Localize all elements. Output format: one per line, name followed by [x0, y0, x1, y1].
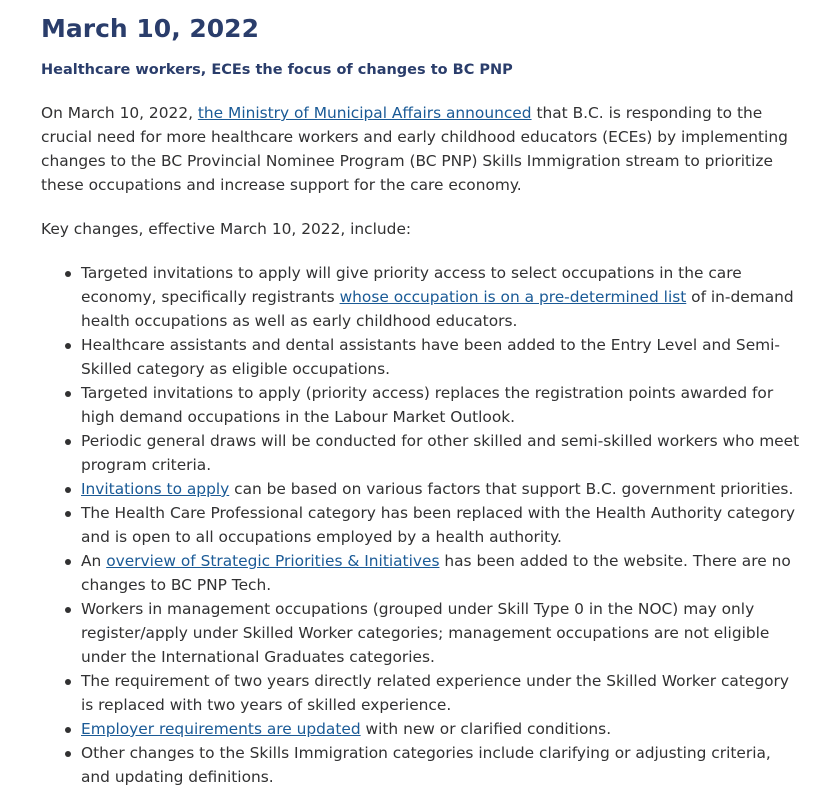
change-text: Healthcare assistants and dental assistants have been added to the Entry Level and Semi-Skilled category as eligible occupations. [81, 336, 780, 378]
change-text: Workers in management occupations (grouped under Skill Type 0 in the NOC) may only register/apply under Skilled Worker categories; management occupations are not eligible under the International Graduates categories. [81, 600, 770, 666]
change-link[interactable]: Employer requirements are updated [81, 720, 361, 738]
change-text-after: of in-demand health occupations as well as early childhood educators. [81, 288, 794, 330]
change-link[interactable]: whose occupation is on a pre-determined list [339, 288, 687, 306]
change-text: Other changes to the Skills Immigration categories include clarifying or adjusting criteria, and updating definitions. [81, 744, 771, 786]
change-list-item [81, 501, 801, 549]
change-list-item [81, 261, 801, 333]
ministry-announcement-link[interactable]: the Ministry of Municipal Affairs announced [197, 104, 532, 122]
change-list-item [81, 429, 801, 477]
change-link[interactable]: Invitations to apply [81, 480, 230, 498]
bullet-icon [65, 271, 71, 277]
bullet-icon [65, 751, 71, 757]
change-text: An [81, 552, 107, 570]
change-text: The requirement of two years directly related experience under the Skilled Worker category is replaced with two years of skilled experience. [81, 672, 789, 714]
change-list-item [81, 477, 801, 501]
bullet-icon [65, 679, 71, 685]
intro-text-before: On March 10, 2022, [41, 104, 198, 122]
change-list-item [81, 549, 801, 597]
page-title-date: March 10, 2022 [41, 14, 259, 43]
change-list-item [81, 597, 801, 669]
change-text-after: can be based on various factors that support B.C. government priorities. [229, 480, 794, 498]
bullet-icon [65, 487, 71, 493]
bullet-icon [65, 559, 71, 565]
change-text: Periodic general draws will be conducted for other skilled and semi-skilled workers who meet program criteria. [81, 432, 800, 474]
bullet-icon [65, 343, 71, 349]
bullet-icon [65, 727, 71, 733]
change-link[interactable]: overview of Strategic Priorities & Initiatives [106, 552, 440, 570]
change-list-item [81, 333, 801, 381]
key-changes-intro: Key changes, effective March 10, 2022, include: [41, 220, 412, 238]
intro-paragraph [41, 101, 801, 197]
change-list-item [81, 669, 801, 717]
change-list-item [81, 741, 801, 789]
change-text: The Health Care Professional category has been replaced with the Health Authority category and is open to all occupations employed by a health authority. [81, 504, 796, 546]
bullet-icon [65, 391, 71, 397]
change-text-after: has been added to the website. There are no changes to BC PNP Tech. [81, 552, 791, 594]
bullet-icon [65, 607, 71, 613]
change-list-item [81, 717, 801, 741]
change-list-item [81, 381, 801, 429]
article-headline: Healthcare workers, ECEs the focus of changes to BC PNP [41, 62, 513, 78]
bullet-icon [65, 439, 71, 445]
bullet-icon [65, 511, 71, 517]
intro-text-after: that B.C. is responding to the crucial need for more healthcare workers and early childhood educators (ECEs) by implementing changes to the BC Provincial Nominee Program (BC PNP) Skills Immigration stream to prioritize these occupations and increase support for the care economy. [41, 104, 788, 194]
key-changes-list [41, 261, 801, 789]
change-text: Targeted invitations to apply (priority access) replaces the registration points awarded for high demand occupations in the Labour Market Outlook. [81, 384, 774, 426]
change-text-after: with new or clarified conditions. [360, 720, 612, 738]
change-text: Targeted invitations to apply will give priority access to select occupations in the care economy, specifically registrants [81, 264, 742, 306]
